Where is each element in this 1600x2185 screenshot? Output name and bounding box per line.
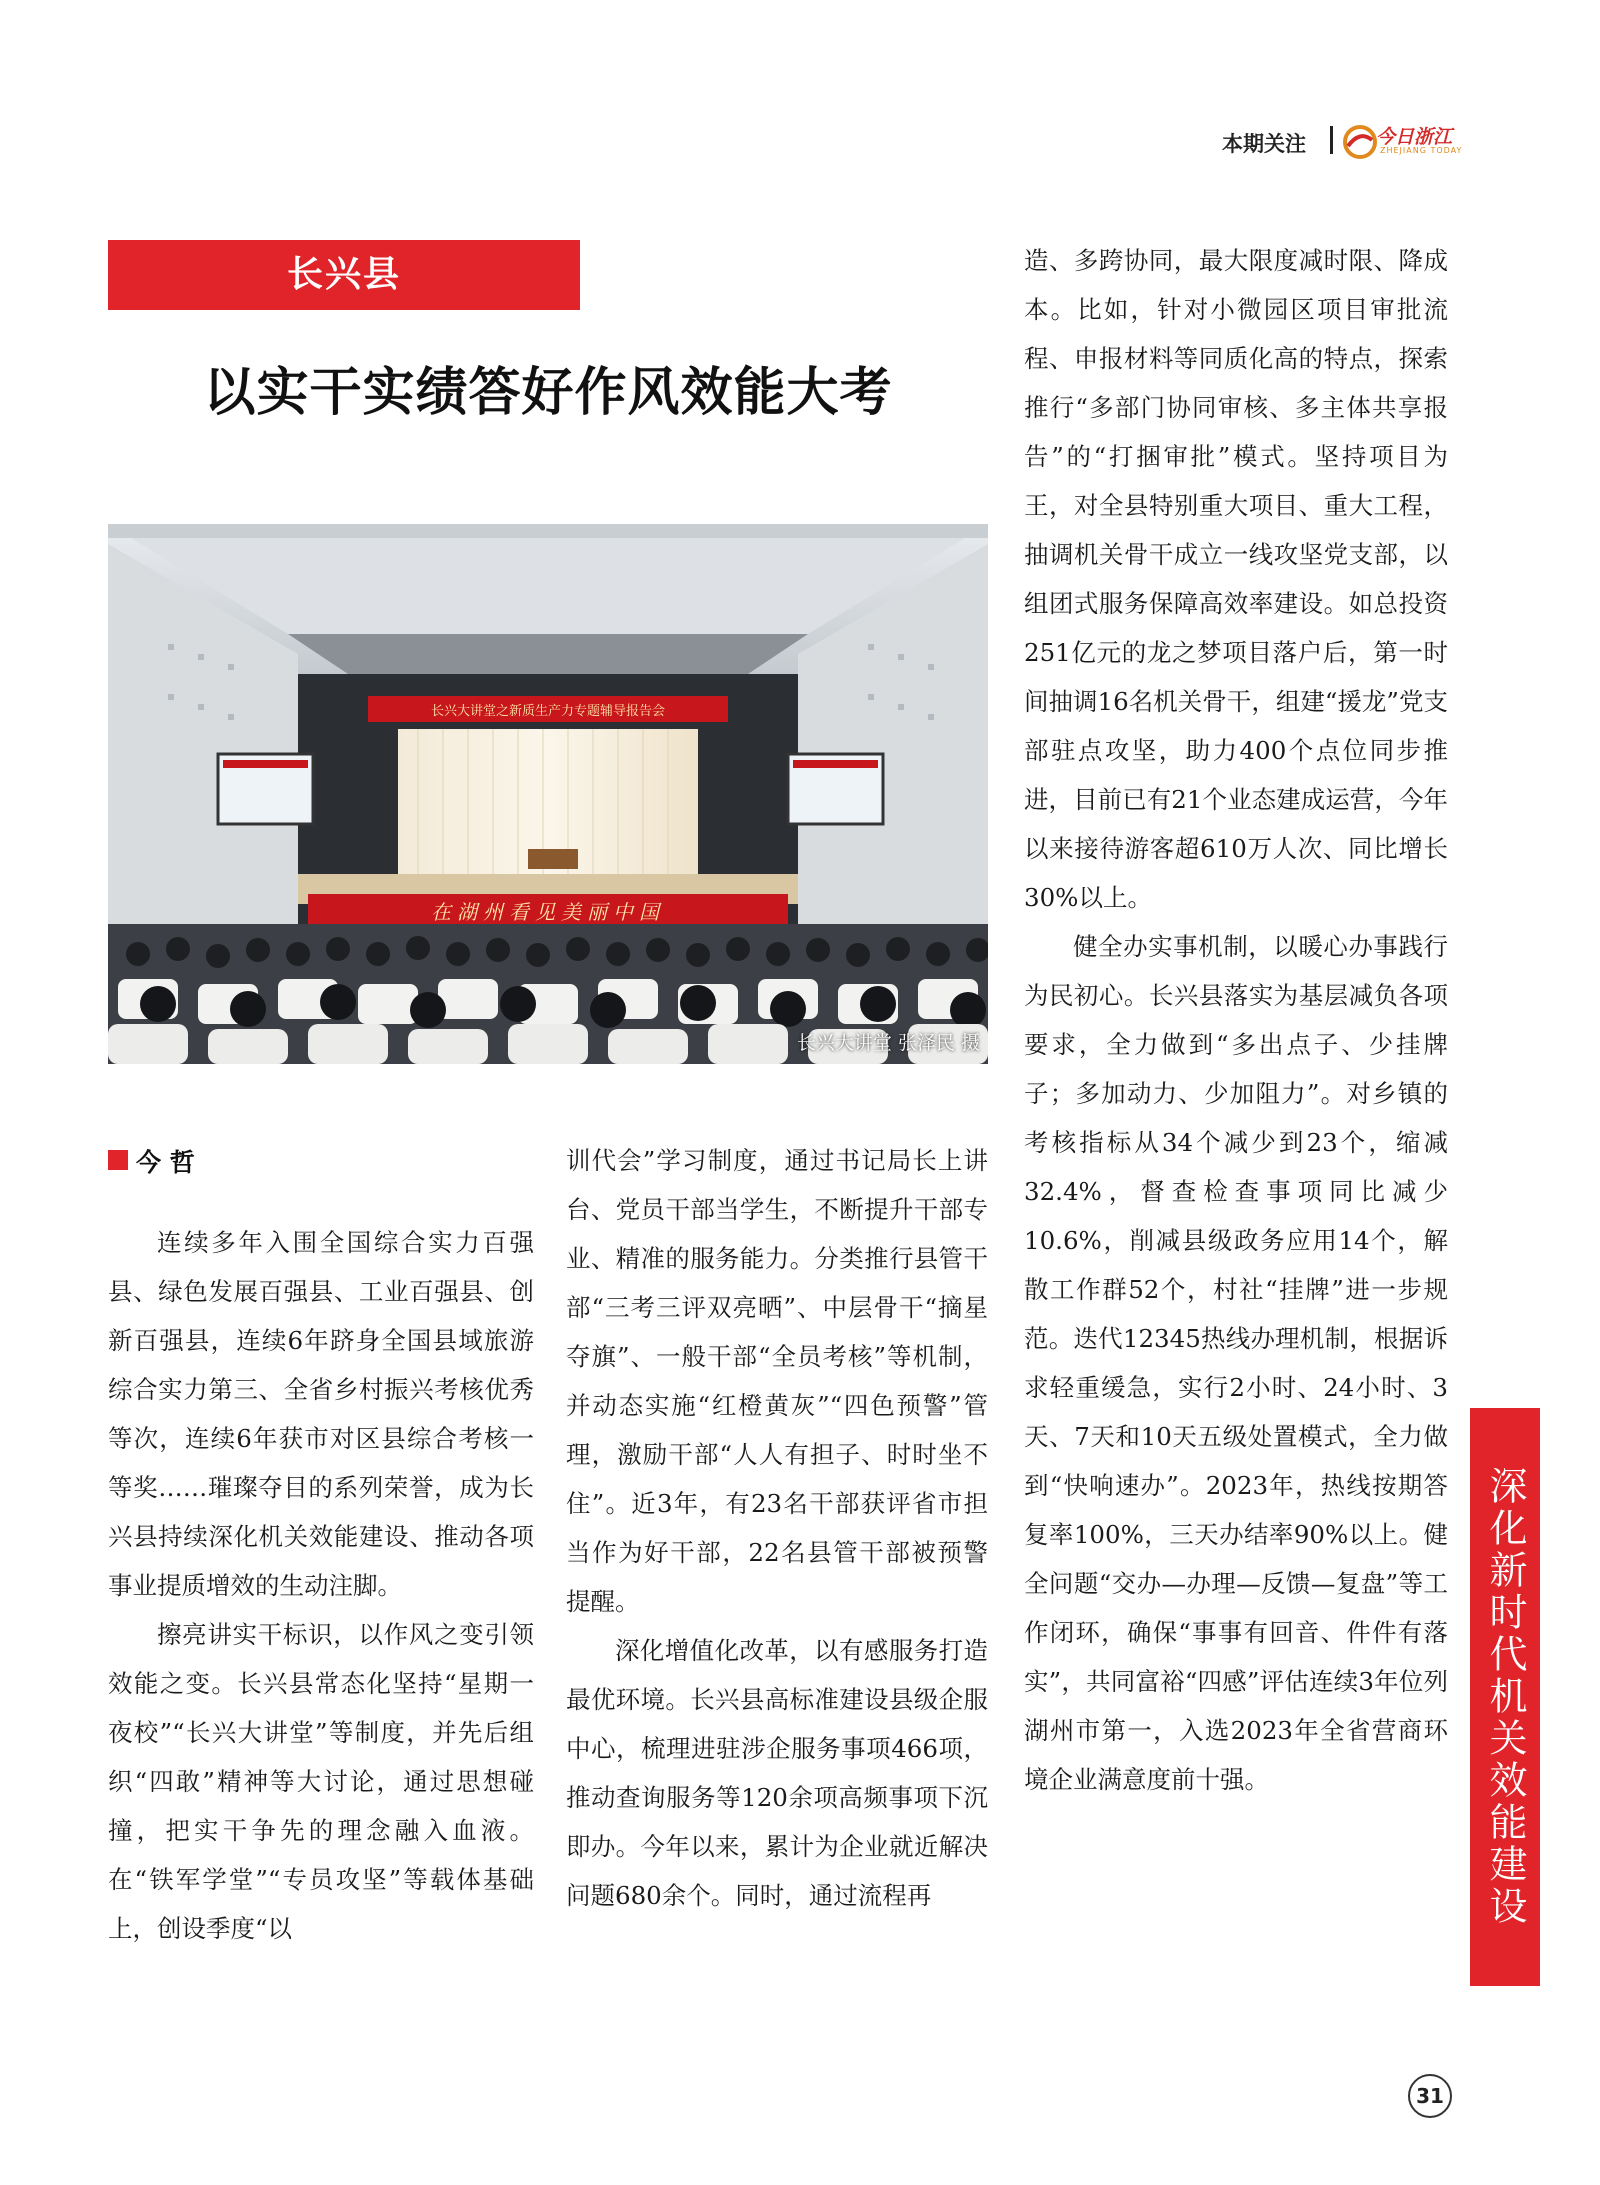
author-byline: 今 哲 [136, 1148, 195, 1177]
section-label: 本期关注 [1222, 132, 1306, 156]
header-divider [1330, 126, 1333, 154]
magazine-logo-text: 今日浙江 [1376, 126, 1453, 148]
paragraph: 健全办实事机制，以暖心办事践行为民初心。长兴县落实为基层减负各项要求，全力做到“多出点子、少挂牌子；多加动力、少加阻力”。对乡镇的考核指标从34个减少到23个，缩减32.4%，督查检查事项同比减少10.6%，削减县级政务应用14个，解散工作群52个，村社“挂牌”进一步规范。迭代12345热线办理机制，根据诉求轻重缓急，实行2小时、24小时、3天、7天和10天五级处置模式，全力做到“快响速办”。2023年，热线按期答复率100%，三天办结率90%以上。健全问题“交办—办理—反馈—复盘”等工作闭环，确保“事事有回音、件件有落实”，共同富裕“四感”评估连续3年位列湖州市第一，入选2023年全省营商环境企业满意度前十强。 [1024, 932, 1448, 1794]
photo-caption: 长兴大讲堂 张泽民 摄 [796, 1032, 980, 1054]
paragraph: 连续多年入围全国综合实力百强县、绿色发展百强县、工业百强县、创新百强县，连续6年跻身全国县域旅游综合实力第三、全省乡村振兴考核优秀等次，连续6年获市对区县综合考核一等奖……璀璨夺目的系列荣誉，成为长兴县持续深化机关效能建设、推动各项事业提质增效的生动注脚。 [108, 1228, 534, 1600]
stage-banner-text: 长兴大讲堂之新质生产力专题辅导报告会 [430, 704, 666, 719]
page-number: 31 [1408, 2074, 1452, 2118]
paragraph: 深化增值化改革，以有感服务打造最优环境。长兴县高标准建设县级企服中心，梳理进驻涉企服务事项466项，推动查询服务等120余项高频事项下沉即办。今年以来，累计为企业就近解决问题680余个。同时，通过流程再 [566, 1636, 988, 1910]
article-headline: 以实干实绩答好作风效能大考 [203, 362, 893, 423]
article-column-1 [108, 1218, 534, 1953]
article-column-2 [566, 1136, 988, 1920]
side-label: 深化新时代机关效能建设 [1483, 1466, 1527, 1928]
magazine-logo-subtext: ZHEJIANG TODAY [1380, 146, 1463, 155]
stage-slogan-text: 在湖州看见美丽中国 [431, 900, 665, 924]
paragraph-continued: 训代会”学习制度，通过书记局长上讲台、党员干部当学生，不断提升干部专业、精准的服务能力。分类推行县管干部“三考三评双亮晒”、中层骨干“摘星夺旗”、一般干部“全员考核”等机制，并动态实施“红橙黄灰”“四色预警”管理，激励干部“人人有担子、时时坐不住”。近3年，有23名干部获评省市担当作为好干部，22名县管干部被预警提醒。 [566, 1146, 988, 1616]
county-label: 长兴县 [286, 254, 401, 295]
auditorium-illustration [108, 524, 988, 1064]
paragraph-continued: 造、多跨协同，最大限度减时限、降成本。比如，针对小微园区项目审批流程、申报材料等同质化高的特点，探索推行“多部门协同审核、多主体共享报告”的“打捆审批”模式。坚持项目为王，对全县特别重大项目、重大工程，抽调机关骨干成立一线攻坚党支部，以组团式服务保障高效率建设。如总投资251亿元的龙之梦项目落户后，第一时间抽调16名机关骨干，组建“援龙”党支部驻点攻坚，助力400个点位同步推进，目前已有21个业态建成运营，今年以来接待游客超610万人次、同比增长30%以上。 [1024, 246, 1448, 912]
author-marker [108, 1150, 128, 1170]
paragraph: 擦亮讲实干标识，以作风之变引领效能之变。长兴县常态化坚持“星期一夜校”“长兴大讲堂”等制度，并先后组织“四敢”精神等大讨论，通过思想碰撞，把实干争先的理念融入血液。在“铁军学堂”“专员攻坚”等载体基础上，创设季度“以 [108, 1620, 534, 1943]
auditorium-photo [108, 524, 988, 1064]
article-column-3 [1024, 236, 1448, 1804]
